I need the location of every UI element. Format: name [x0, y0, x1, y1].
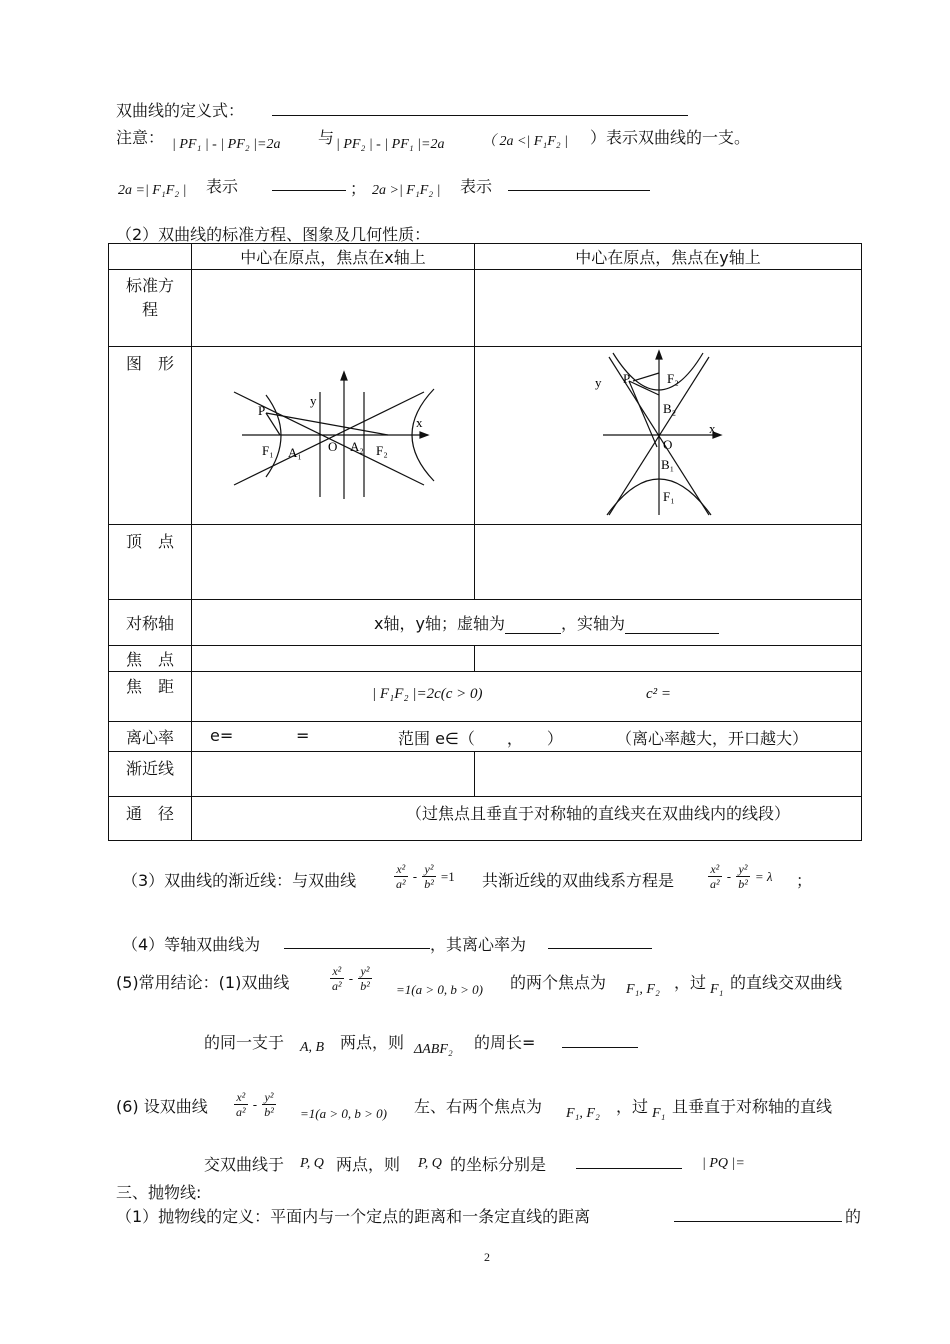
cell-eccentricity: [192, 722, 862, 752]
item5-tri: ΔABF₂: [414, 1042, 453, 1057]
cell-std-eq-y: [475, 270, 862, 347]
graph-x-a1-label: A₁: [288, 445, 302, 460]
item6-frac: $\frac{\text{x²}}{\text{a²}}$ - $\frac{\text{y²}}{\text{b²}}$: [236, 1090, 274, 1119]
row-label-focus: 焦 点: [109, 646, 192, 672]
ecc-note: （离心率越大，开口越大）: [616, 729, 809, 748]
item3-frac1: $\frac{\text{x²}}{\text{a²}}$ - $\frac{\text{y²}}{\text{b²}}$ =1: [396, 862, 455, 891]
graph-x-p-label: P: [258, 403, 266, 418]
item4-blank1: [284, 948, 430, 949]
row-label-focal-distance: 焦 距: [109, 672, 192, 722]
item3-text1: （3）双曲线的渐近线：与双曲线: [122, 871, 357, 890]
item6-line2b: 两点，则: [336, 1155, 401, 1174]
row-label-standard-equation: 标准方程: [109, 270, 192, 347]
page-number: 2: [484, 1250, 490, 1264]
case-gt: 2a >| F₁F₂ |: [372, 183, 441, 198]
item5-blank: [562, 1047, 638, 1048]
axis-text: x轴，y轴；虚轴为: [374, 614, 505, 633]
item6-pqabs: | PQ |=: [702, 1156, 745, 1171]
definition-blank: [272, 115, 688, 116]
item6-line2a: 交双曲线于: [204, 1155, 285, 1174]
item6-blank: [576, 1168, 682, 1169]
graph-y-x-label: x: [709, 421, 716, 436]
cell-asym-y: [475, 752, 862, 797]
item5-text3: ，过: [674, 973, 707, 992]
graph-x-o-label: O: [328, 439, 338, 454]
focal-expr: | F₁F₂ |=2c(c > 0): [372, 686, 483, 702]
col-header-y: 中心在原点，焦点在y轴上: [475, 244, 862, 270]
graph-x-y-label: y: [310, 393, 317, 408]
case-eq: 2a =| F₁F₂ |: [118, 183, 187, 198]
graph-y-y-label: y: [595, 375, 602, 390]
case-gt-blank: [508, 190, 650, 191]
case-gt-label: 表示: [460, 177, 493, 196]
cell-asym-x: [192, 752, 475, 797]
graph-y-f2-label: F₂: [667, 371, 679, 386]
item6-pq1: P, Q: [300, 1156, 324, 1171]
case-eq-label: 表示: [206, 177, 239, 196]
item3-end: ；: [796, 871, 813, 890]
graph-x-f2-label: F₂: [376, 443, 388, 458]
item4-text1: （4）等轴双曲线为: [122, 935, 261, 954]
row-label-axis: 对称轴: [109, 600, 192, 646]
cell-axis: [192, 600, 862, 646]
item6-cond: =1(a > 0, b > 0): [300, 1106, 387, 1121]
row-label-graph: 图 形: [109, 347, 192, 525]
item5-line2a: 的同一支于: [204, 1033, 285, 1052]
row-label-latus-rectum: 通 径: [109, 797, 192, 841]
col-header-x: 中心在原点，焦点在x轴上: [192, 244, 475, 270]
focal-c2: c² =: [646, 686, 672, 702]
item5-f1: F₁: [710, 982, 724, 997]
item5-line2b: 两点，则: [340, 1033, 405, 1052]
ecc-range: 范围 e∈（ ， ）: [398, 729, 563, 748]
ecc-eq: =: [296, 726, 310, 745]
item6-foci: F₁, F₂: [566, 1106, 600, 1121]
item5-text2: 的两个焦点为: [510, 973, 607, 992]
cell-std-eq-x: [192, 270, 475, 347]
item5-text1: (5)常用结论：(1)双曲线: [116, 973, 290, 992]
cell-graph-x: [192, 347, 475, 525]
graph-y-p-label: P: [623, 371, 631, 386]
item6-f1: F₁: [652, 1106, 666, 1121]
header-empty: [109, 244, 192, 270]
note-conj: 与: [318, 128, 335, 147]
hyperbola-x-graph: [192, 347, 474, 520]
note-expr2: | PF₂ | - | PF₁ |=2a: [336, 137, 445, 152]
cell-vertex-y: [475, 525, 862, 600]
cell-focal: [192, 672, 862, 722]
item5-cond: =1(a > 0, b > 0): [396, 982, 483, 997]
item3-text2: 共渐近线的双曲线系方程是: [482, 871, 675, 890]
note-tail: ）表示双曲线的一支。: [590, 128, 751, 147]
ecc-e: e=: [210, 726, 234, 745]
note-cond: （ 2a <| F₁F₂ |: [482, 134, 568, 149]
hyperbola-properties-table: [108, 243, 862, 841]
item4-blank2: [548, 948, 652, 949]
case-sep: ；: [350, 179, 367, 198]
graph-x-f1-label: F₁: [262, 443, 274, 458]
case-eq-blank: [272, 190, 346, 191]
section2-title: （2）双曲线的标准方程、图象及几何性质：: [116, 225, 431, 244]
item3-lambda: = λ: [754, 869, 773, 884]
item6-text1: (6) 设双曲线: [116, 1097, 208, 1116]
graph-x-x-label: x: [416, 415, 423, 430]
section3-title: 三、抛物线:: [116, 1183, 202, 1202]
item5-ab: A, B: [300, 1040, 325, 1055]
cell-focus-x: [192, 646, 475, 672]
graph-y-b2-label: B₂: [663, 401, 677, 416]
axis-real-text: ，实轴为: [560, 614, 625, 633]
item3-frac2: $\frac{\text{x²}}{\text{a²}}$ - $\frac{\text{y²}}{\text{b²}}$ = λ: [710, 862, 773, 891]
cell-focus-y: [475, 646, 862, 672]
item5-text4: 的直线交双曲线: [730, 973, 843, 992]
graph-y-o-label: O: [663, 437, 673, 452]
item4-text2: ，其离心率为: [430, 935, 527, 954]
item6-line2c: 的坐标分别是: [450, 1155, 547, 1174]
definition-label: 双曲线的定义式：: [116, 101, 245, 120]
item5-foci: F₁, F₂: [626, 982, 660, 997]
graph-y-b1-label: B₁: [661, 457, 675, 472]
cell-graph-y: [475, 347, 862, 525]
parabola-end: 的: [845, 1207, 862, 1226]
hyperbola-y-graph: [475, 347, 861, 520]
graph-x-a2-label: A₂: [350, 439, 364, 454]
cell-latus: （过焦点且垂直于对称轴的直线夹在双曲线内的线段）: [192, 797, 862, 841]
item6-pq2: P, Q: [418, 1156, 442, 1171]
item6-text3: ，过: [616, 1097, 649, 1116]
parabola-blank: [674, 1221, 842, 1222]
axis-imag-blank: [505, 617, 561, 634]
item6-text4: 且垂直于对称轴的直线: [672, 1097, 833, 1116]
axis-real-blank: [625, 617, 719, 634]
row-label-vertex: 顶 点: [109, 525, 192, 600]
note-expr1: | PF₁ | - | PF₂ |=2a: [172, 137, 281, 152]
parabola-text1: （1）抛物线的定义：平面内与一个定点的距离和一条定直线的距离: [116, 1207, 591, 1226]
graph-y-f1-label: F₁: [663, 489, 675, 504]
item5-line2c: 的周长=: [474, 1033, 536, 1052]
item6-text2: 左、右两个焦点为: [414, 1097, 543, 1116]
row-label-eccentricity: 离心率: [109, 722, 192, 752]
item5-frac: $\frac{\text{x²}}{\text{a²}}$ - $\frac{\text{y²}}{\text{b²}}$: [332, 964, 370, 993]
row-label-asymptote: 渐近线: [109, 752, 192, 797]
cell-vertex-x: [192, 525, 475, 600]
note-label: 注意：: [116, 128, 165, 147]
